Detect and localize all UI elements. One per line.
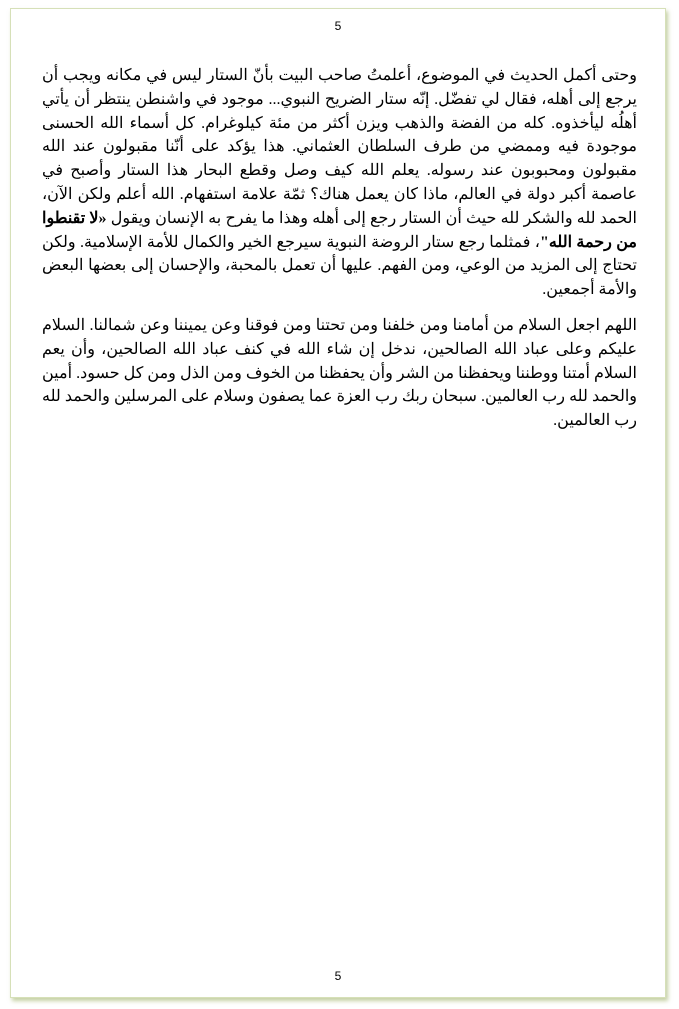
paragraph-1-text-end: ، فمثلما رجع ستار الروضة النبوية سيرجع الخير والكمال للأمة الإسلامية. ولكن تحتاج إلى المزيد من الوعي، ومن الفهم. عليها أن تعمل بالمحبة، والإحسان إلى بعضها البعض والأمة أجمعين.: [42, 233, 638, 299]
paragraph-1-bold-quote: «لا تقنطوا من رحمة الله": [42, 209, 638, 251]
paragraph-1-text-start: وحتى أكمل الحديث في الموضوع، أعلمتُ صاحب البيت بأنّ الستار ليس في مكانه ويجب أن يرجع إلى أهله، فقال لي تفضّل. إنّه ستار الضريح النبوي... موجود في واشنطن ينتظر أن يأتي أهلُه ليأخذوه. كله من الفضة والذهب ويزن أكثر من مئة كيلوغرام. كل أسماء الله الحسنى موجودة فيه وممضي من طرف السلطان العثماني. هذا يؤكد على أنّنا مقبولون عند الله مقبولون ومحبوبون عند رسوله. يعلم الله كيف وصل وقطع البحار هذا الستار وأصبح في عاصمة أكبر دولة في العالم، ماذا كان يعمل هناك؟ ثمّة علامة استفهام. الله أعلم ولكن الآن، الحمد لله والشكر لله حيث أن الستار رجع إلى أهله وهذا ما يفرح به الإنسان ويقول: [42, 67, 638, 227]
document-page: [10, 8, 666, 998]
paragraph-2: اللهم اجعل السلام من أمامنا ومن خلفنا ومن تحتنا ومن فوقنا وعن يميننا وعن شمالنا. السلام عليكم وعلى عباد الله الصالحين، ندخل إن شاء الله في كنف عباد الله الصالحين، وأن يعم السلام أمتنا ووطننا ويحفظنا من الشر وأن يحفظنا من الخوف ومن الذل ومن كل حسود. أمين والحمد لله رب العالمين. سبحان ربك رب العزة عما يصفون وسلام على المرسلين والحمد لله رب العالمين.: [42, 316, 637, 430]
page-number-bottom: 5: [334, 969, 342, 983]
page-number-top: 5: [334, 19, 342, 33]
page-body: [42, 64, 637, 445]
paragraph-1: [42, 64, 637, 302]
